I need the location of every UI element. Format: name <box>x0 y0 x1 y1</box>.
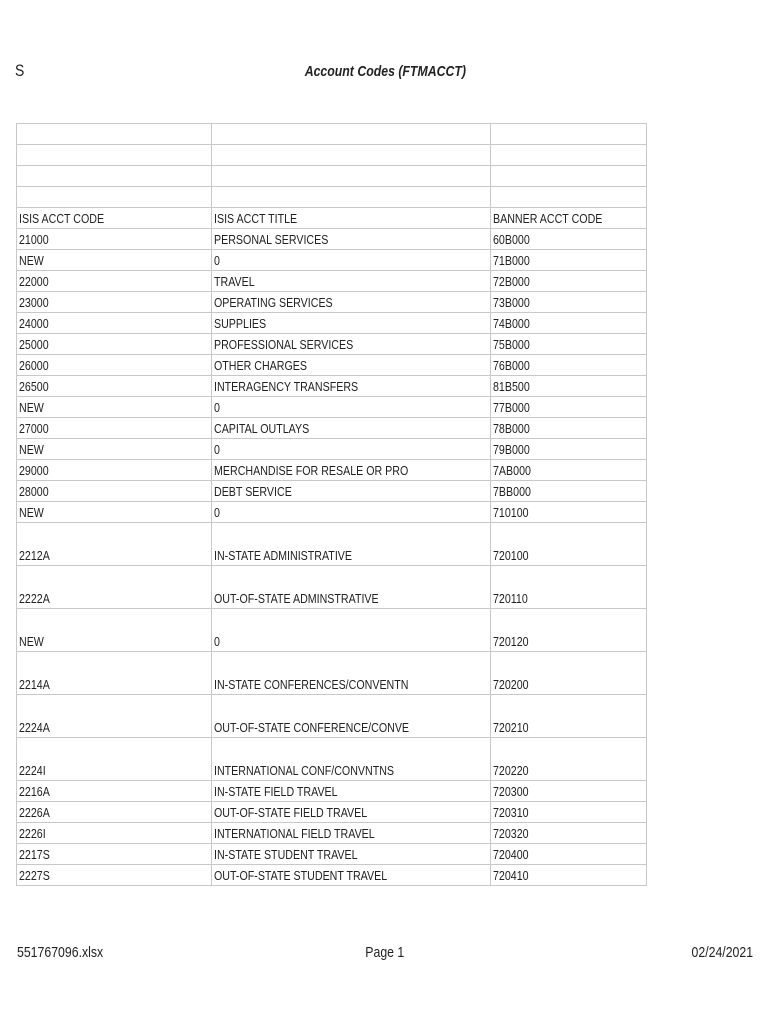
isis-title-cell: IN-STATE STUDENT TRAVEL <box>212 844 491 865</box>
isis-title-cell: 0 <box>212 397 491 418</box>
table-row <box>17 695 647 738</box>
banner-code-cell: 60B000 <box>491 229 647 250</box>
isis-title-cell: CAPITAL OUTLAYS <box>212 418 491 439</box>
table-row <box>17 250 647 271</box>
column-header-banner-code: BANNER ACCT CODE <box>491 208 647 229</box>
banner-code-cell: 720310 <box>491 802 647 823</box>
isis-title-cell: IN-STATE ADMINISTRATIVE <box>212 523 491 566</box>
banner-code-cell: 7AB000 <box>491 460 647 481</box>
banner-code-cell: 7BB000 <box>491 481 647 502</box>
banner-code-cell: 720110 <box>491 566 647 609</box>
empty-cell <box>17 187 212 208</box>
isis-code-cell: NEW <box>17 439 212 460</box>
banner-code-cell: 79B000 <box>491 439 647 460</box>
isis-code-cell: 21000 <box>17 229 212 250</box>
empty-cell <box>212 124 491 145</box>
isis-title-cell: INTERAGENCY TRANSFERS <box>212 376 491 397</box>
isis-title-cell: 0 <box>212 439 491 460</box>
empty-cell <box>491 124 647 145</box>
banner-code-cell: 720300 <box>491 781 647 802</box>
banner-code-cell: 710100 <box>491 502 647 523</box>
isis-code-cell: NEW <box>17 250 212 271</box>
isis-title-cell: SUPPLIES <box>212 313 491 334</box>
empty-cell <box>212 187 491 208</box>
footer-date: 02/24/2021 <box>691 944 753 961</box>
isis-code-cell: 26500 <box>17 376 212 397</box>
table-row <box>17 439 647 460</box>
isis-code-cell: 2224A <box>17 695 212 738</box>
isis-code-cell: 23000 <box>17 292 212 313</box>
table-row <box>17 334 647 355</box>
banner-code-cell: 720410 <box>491 865 647 886</box>
empty-cell <box>17 166 212 187</box>
banner-code-cell: 76B000 <box>491 355 647 376</box>
column-header-isis-code: ISIS ACCT CODE <box>17 208 212 229</box>
banner-code-cell: 720120 <box>491 609 647 652</box>
table-row <box>17 652 647 695</box>
empty-cell <box>212 166 491 187</box>
isis-code-cell: 2226I <box>17 823 212 844</box>
table-row <box>17 481 647 502</box>
isis-code-cell: 2214A <box>17 652 212 695</box>
isis-code-cell: 25000 <box>17 334 212 355</box>
empty-cell <box>212 145 491 166</box>
isis-code-cell: NEW <box>17 397 212 418</box>
blank-row <box>17 124 647 145</box>
banner-code-cell: 720200 <box>491 652 647 695</box>
table-row <box>17 418 647 439</box>
table-row <box>17 376 647 397</box>
isis-title-cell: PROFESSIONAL SERVICES <box>212 334 491 355</box>
table-row <box>17 609 647 652</box>
banner-code-cell: 720100 <box>491 523 647 566</box>
isis-title-cell: OUT-OF-STATE CONFERENCE/CONVE <box>212 695 491 738</box>
isis-code-cell: 28000 <box>17 481 212 502</box>
table-row <box>17 823 647 844</box>
isis-title-cell: OTHER CHARGES <box>212 355 491 376</box>
table-row <box>17 844 647 865</box>
table-row <box>17 313 647 334</box>
isis-title-cell: IN-STATE FIELD TRAVEL <box>212 781 491 802</box>
banner-code-cell: 71B000 <box>491 250 647 271</box>
blank-row <box>17 187 647 208</box>
isis-title-cell: INTERNATIONAL FIELD TRAVEL <box>212 823 491 844</box>
table-row <box>17 460 647 481</box>
isis-code-cell: 22000 <box>17 271 212 292</box>
table-row <box>17 865 647 886</box>
isis-title-cell: 0 <box>212 250 491 271</box>
footer-filename: 551767096.xlsx <box>17 944 104 961</box>
header-row <box>17 208 647 229</box>
page-title: Account Codes (FTMACCT) <box>304 63 466 80</box>
isis-code-cell: 2227S <box>17 865 212 886</box>
isis-title-cell: OPERATING SERVICES <box>212 292 491 313</box>
table-row <box>17 523 647 566</box>
isis-code-cell: NEW <box>17 502 212 523</box>
banner-code-cell: 81B500 <box>491 376 647 397</box>
banner-code-cell: 77B000 <box>491 397 647 418</box>
isis-code-cell: 29000 <box>17 460 212 481</box>
table-row <box>17 397 647 418</box>
isis-code-cell: 2212A <box>17 523 212 566</box>
isis-title-cell: 0 <box>212 502 491 523</box>
empty-cell <box>17 124 212 145</box>
table-row <box>17 781 647 802</box>
isis-code-cell: 2217S <box>17 844 212 865</box>
isis-code-cell: 26000 <box>17 355 212 376</box>
table-row <box>17 738 647 781</box>
blank-row <box>17 145 647 166</box>
banner-code-cell: 78B000 <box>491 418 647 439</box>
footer-page-number: Page 1 <box>365 944 405 961</box>
isis-title-cell: PERSONAL SERVICES <box>212 229 491 250</box>
header-left-text: S <box>15 61 25 80</box>
isis-title-cell: MERCHANDISE FOR RESALE OR PRO <box>212 460 491 481</box>
isis-code-cell: 2222A <box>17 566 212 609</box>
banner-code-cell: 74B000 <box>491 313 647 334</box>
isis-title-cell: OUT-OF-STATE STUDENT TRAVEL <box>212 865 491 886</box>
account-codes-table <box>16 123 647 886</box>
table-row <box>17 566 647 609</box>
isis-title-cell: 0 <box>212 609 491 652</box>
empty-cell <box>17 145 212 166</box>
isis-title-cell: IN-STATE CONFERENCES/CONVENTN <box>212 652 491 695</box>
isis-code-cell: NEW <box>17 609 212 652</box>
isis-code-cell: 27000 <box>17 418 212 439</box>
column-header-isis-title: ISIS ACCT TITLE <box>212 208 491 229</box>
table-row <box>17 292 647 313</box>
isis-title-cell: DEBT SERVICE <box>212 481 491 502</box>
table-row <box>17 802 647 823</box>
banner-code-cell: 73B000 <box>491 292 647 313</box>
isis-title-cell: INTERNATIONAL CONF/CONVNTNS <box>212 738 491 781</box>
isis-code-cell: 2224I <box>17 738 212 781</box>
table-row <box>17 502 647 523</box>
empty-cell <box>491 187 647 208</box>
banner-code-cell: 720210 <box>491 695 647 738</box>
empty-cell <box>491 145 647 166</box>
banner-code-cell: 720320 <box>491 823 647 844</box>
banner-code-cell: 720220 <box>491 738 647 781</box>
isis-title-cell: OUT-OF-STATE FIELD TRAVEL <box>212 802 491 823</box>
banner-code-cell: 720400 <box>491 844 647 865</box>
isis-code-cell: 2216A <box>17 781 212 802</box>
table-row <box>17 229 647 250</box>
isis-code-cell: 2226A <box>17 802 212 823</box>
isis-title-cell: TRAVEL <box>212 271 491 292</box>
table-row <box>17 355 647 376</box>
isis-title-cell: OUT-OF-STATE ADMINSTRATIVE <box>212 566 491 609</box>
empty-cell <box>491 166 647 187</box>
table-row <box>17 271 647 292</box>
blank-row <box>17 166 647 187</box>
isis-code-cell: 24000 <box>17 313 212 334</box>
banner-code-cell: 75B000 <box>491 334 647 355</box>
banner-code-cell: 72B000 <box>491 271 647 292</box>
